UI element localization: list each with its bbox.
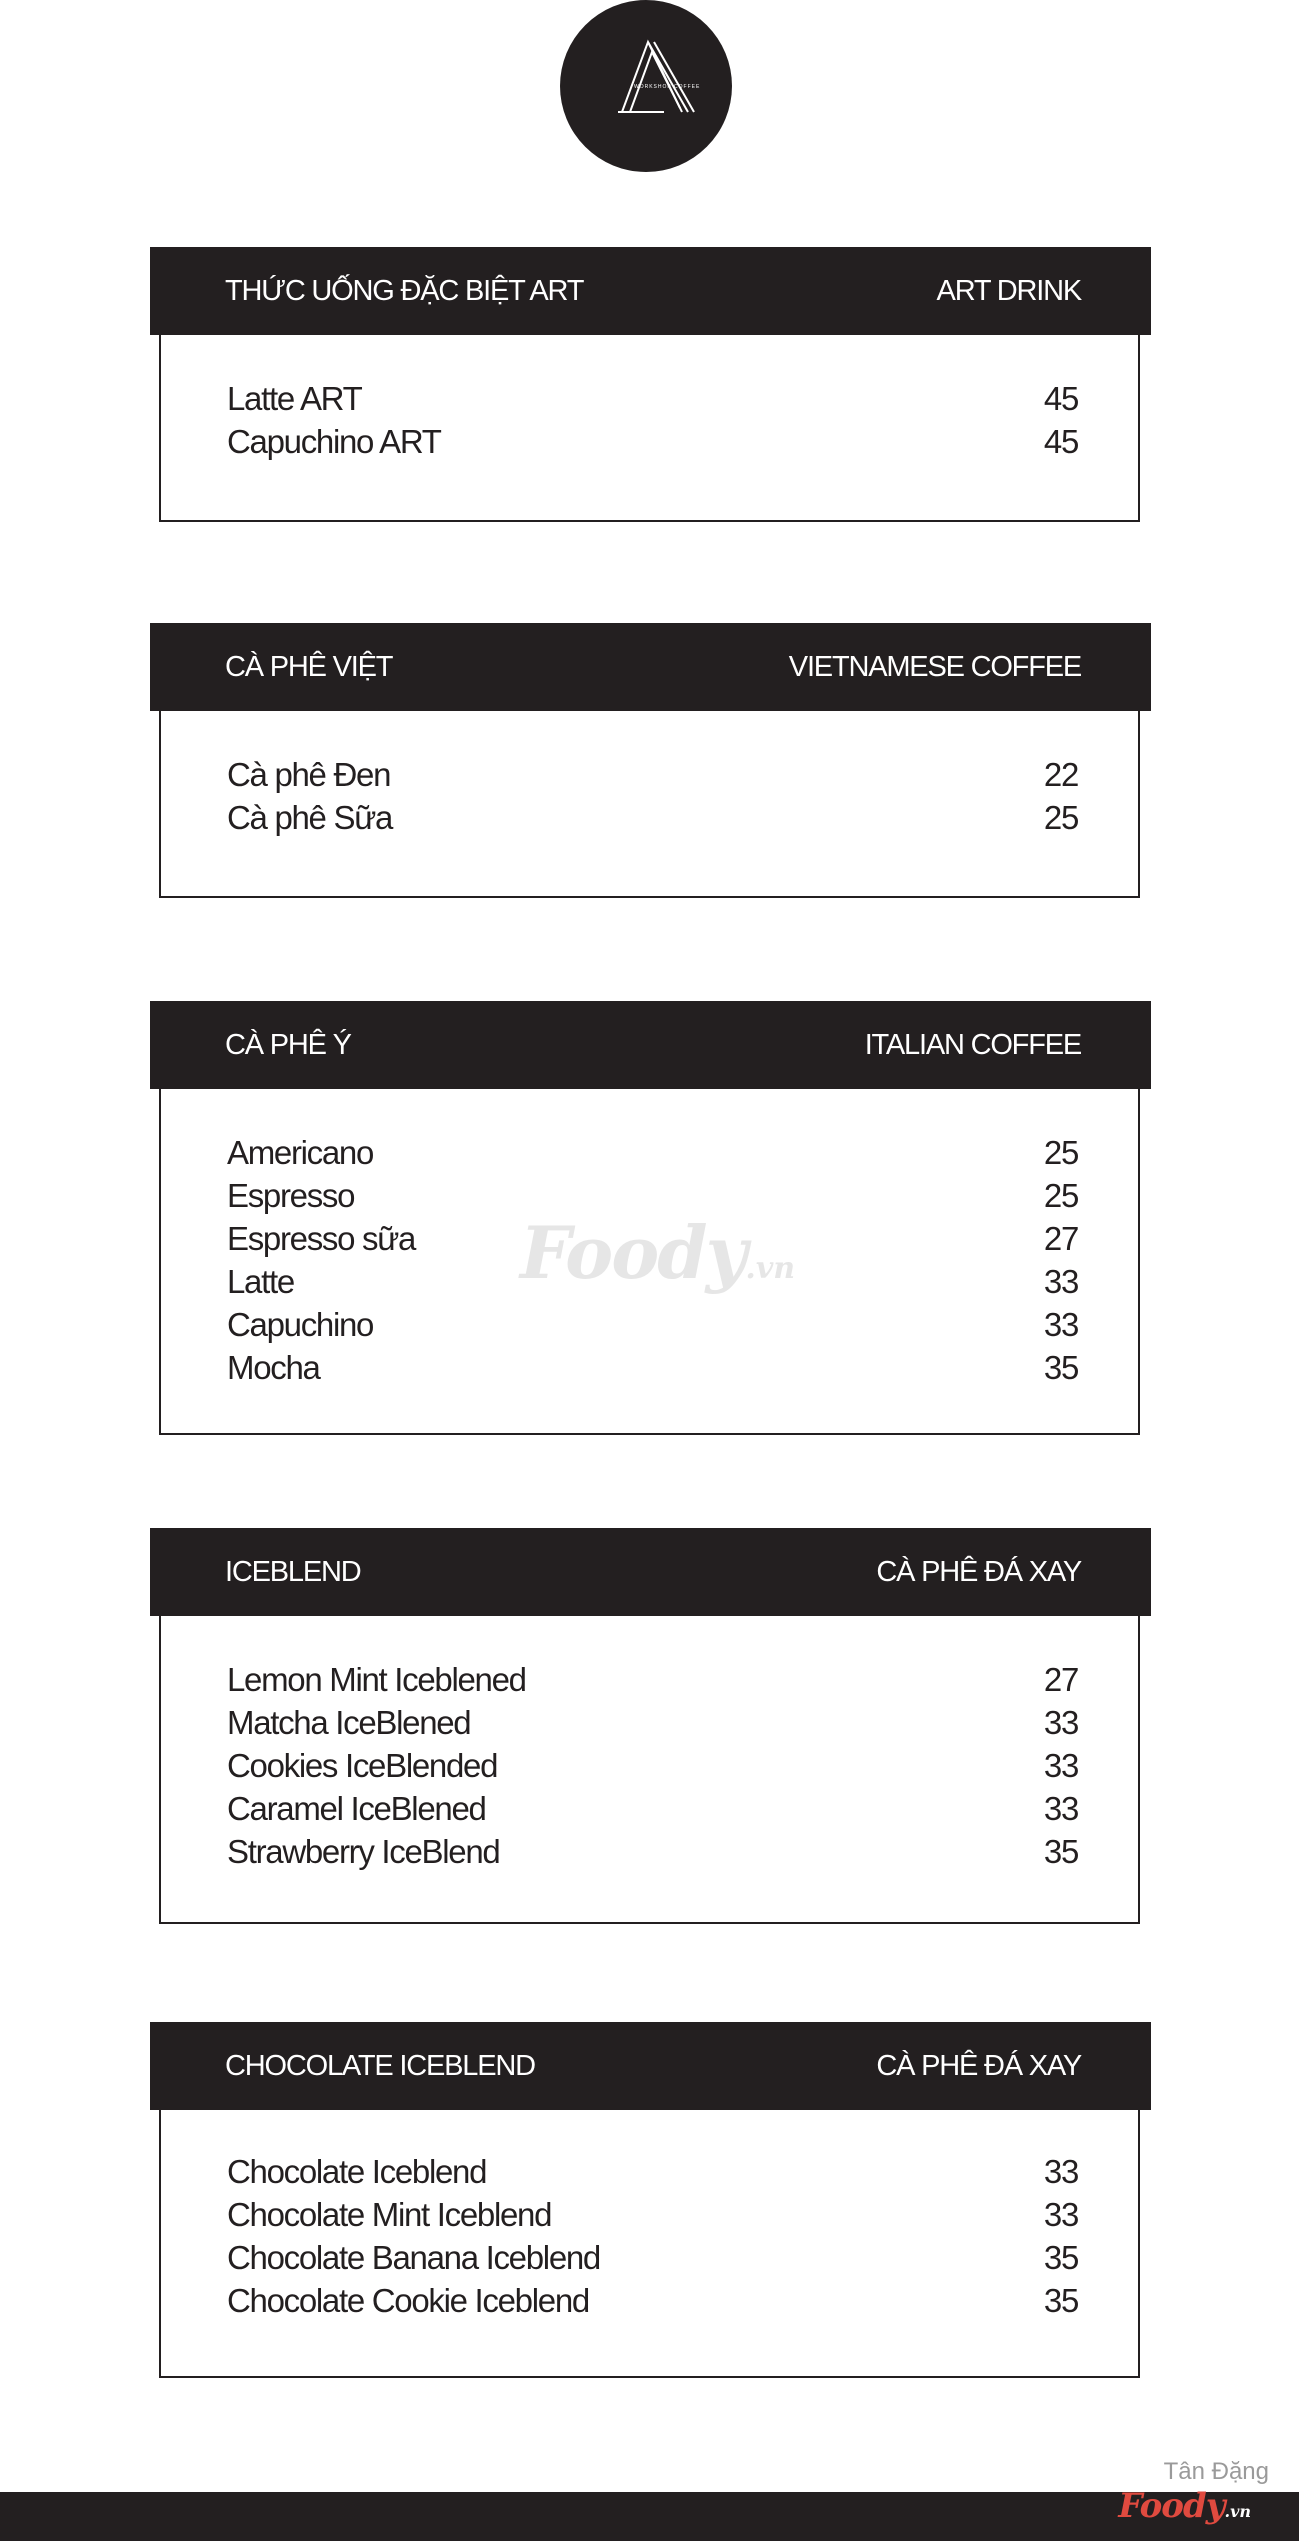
item-price: 33 bbox=[1043, 2196, 1078, 2233]
item-price: 25 bbox=[1043, 1177, 1078, 1214]
section-title-vn: CÀ PHÊ Ý bbox=[225, 1029, 351, 1061]
item-name: Lemon Mint Iceblened bbox=[227, 1661, 526, 1698]
footer-bar bbox=[0, 2492, 1299, 2541]
item-name: Chocolate Iceblend bbox=[227, 2153, 487, 2190]
item-price: 35 bbox=[1043, 1833, 1078, 1870]
item-name: Caramel IceBlened bbox=[227, 1790, 486, 1827]
item-name: Cà phê Sữa bbox=[227, 799, 393, 836]
item-name: Cà phê Đen bbox=[227, 756, 391, 793]
item-price: 22 bbox=[1043, 756, 1078, 793]
menu-section-iceblend bbox=[150, 1528, 1151, 1924]
section-title-en: CÀ PHÊ ĐÁ XAY bbox=[876, 1556, 1081, 1588]
menu-item bbox=[227, 1131, 1078, 1174]
item-name: Latte bbox=[227, 1263, 294, 1300]
item-price: 35 bbox=[1043, 1349, 1078, 1386]
menu-item bbox=[227, 1744, 1078, 1787]
menu-section-chocolate-iceblend bbox=[150, 2022, 1151, 2378]
item-name: Strawberry IceBlend bbox=[227, 1833, 500, 1870]
menu-item bbox=[227, 2279, 1078, 2322]
foody-watermark bbox=[520, 1210, 800, 1310]
item-name: Cookies IceBlended bbox=[227, 1747, 498, 1784]
section-title-en: ART DRINK bbox=[936, 275, 1081, 307]
item-name: Espresso sữa bbox=[227, 1220, 416, 1257]
item-name: Chocolate Mint Iceblend bbox=[227, 2196, 552, 2233]
uploader-name: Tân Đặng bbox=[1163, 2458, 1269, 2485]
foody-credit-logo bbox=[1118, 2486, 1251, 2526]
section-title-vn: ICEBLEND bbox=[225, 1556, 361, 1588]
item-price: 33 bbox=[1043, 1790, 1078, 1827]
item-name: Chocolate Cookie Iceblend bbox=[227, 2282, 589, 2319]
watermark-brand: Foody bbox=[520, 1210, 746, 1295]
item-name: Latte ART bbox=[227, 380, 362, 417]
credit-brand: Foody bbox=[1118, 2486, 1225, 2526]
item-price: 33 bbox=[1043, 1306, 1078, 1343]
menu-item bbox=[227, 1658, 1078, 1701]
credit-suffix: .vn bbox=[1224, 2502, 1251, 2521]
item-name: Espresso bbox=[227, 1177, 355, 1214]
section-title-en: ITALIAN COFFEE bbox=[864, 1029, 1081, 1061]
menu-item bbox=[227, 1346, 1078, 1389]
item-name: Matcha IceBlened bbox=[227, 1704, 471, 1741]
menu-item bbox=[227, 796, 1078, 839]
menu-item bbox=[227, 1701, 1078, 1744]
menu-item bbox=[227, 420, 1078, 463]
item-price: 45 bbox=[1043, 423, 1078, 460]
menu-item bbox=[227, 2236, 1078, 2279]
item-price: 35 bbox=[1043, 2239, 1078, 2276]
section-header bbox=[150, 1001, 1151, 1089]
section-header bbox=[150, 623, 1151, 711]
menu-item bbox=[227, 2193, 1078, 2236]
menu-item bbox=[227, 1830, 1078, 1873]
section-header bbox=[150, 2022, 1151, 2110]
brand-logo bbox=[560, 0, 732, 172]
item-price: 45 bbox=[1043, 380, 1078, 417]
item-price: 33 bbox=[1043, 2153, 1078, 2190]
item-name: Capuchino bbox=[227, 1306, 374, 1343]
menu-item bbox=[227, 377, 1078, 420]
item-price: 27 bbox=[1043, 1661, 1078, 1698]
section-title-en: VIETNAMESE COFFEE bbox=[788, 651, 1081, 683]
menu-item bbox=[227, 753, 1078, 796]
item-price: 25 bbox=[1043, 799, 1078, 836]
watermark-suffix: .vn bbox=[745, 1251, 796, 1286]
item-name: Chocolate Banana Iceblend bbox=[227, 2239, 600, 2276]
item-name: Capuchino ART bbox=[227, 423, 441, 460]
section-header bbox=[150, 1528, 1151, 1616]
item-price: 33 bbox=[1043, 1747, 1078, 1784]
logo-text: WORKSHOP COFFEE bbox=[634, 84, 701, 90]
section-title-vn: CÀ PHÊ VIỆT bbox=[225, 651, 393, 683]
section-header bbox=[150, 247, 1151, 335]
menu-item bbox=[227, 1787, 1078, 1830]
menu-section-art-drink bbox=[150, 247, 1151, 522]
section-title-vn: THỨC UỐNG ĐẶC BIỆT ART bbox=[225, 275, 584, 307]
menu-item bbox=[227, 2150, 1078, 2193]
item-price: 35 bbox=[1043, 2282, 1078, 2319]
section-body bbox=[159, 2110, 1140, 2378]
item-name: Americano bbox=[227, 1134, 374, 1171]
item-price: 33 bbox=[1043, 1263, 1078, 1300]
item-price: 33 bbox=[1043, 1704, 1078, 1741]
section-title-vn: CHOCOLATE ICEBLEND bbox=[225, 2050, 535, 2082]
section-body bbox=[159, 1616, 1140, 1924]
item-price: 25 bbox=[1043, 1134, 1078, 1171]
menu-section-vietnamese-coffee bbox=[150, 623, 1151, 898]
section-body bbox=[159, 335, 1140, 522]
section-title-en: CÀ PHÊ ĐÁ XAY bbox=[876, 2050, 1081, 2082]
item-price: 27 bbox=[1043, 1220, 1078, 1257]
triangle-logo-icon bbox=[560, 0, 732, 172]
section-body bbox=[159, 711, 1140, 898]
item-name: Mocha bbox=[227, 1349, 320, 1386]
